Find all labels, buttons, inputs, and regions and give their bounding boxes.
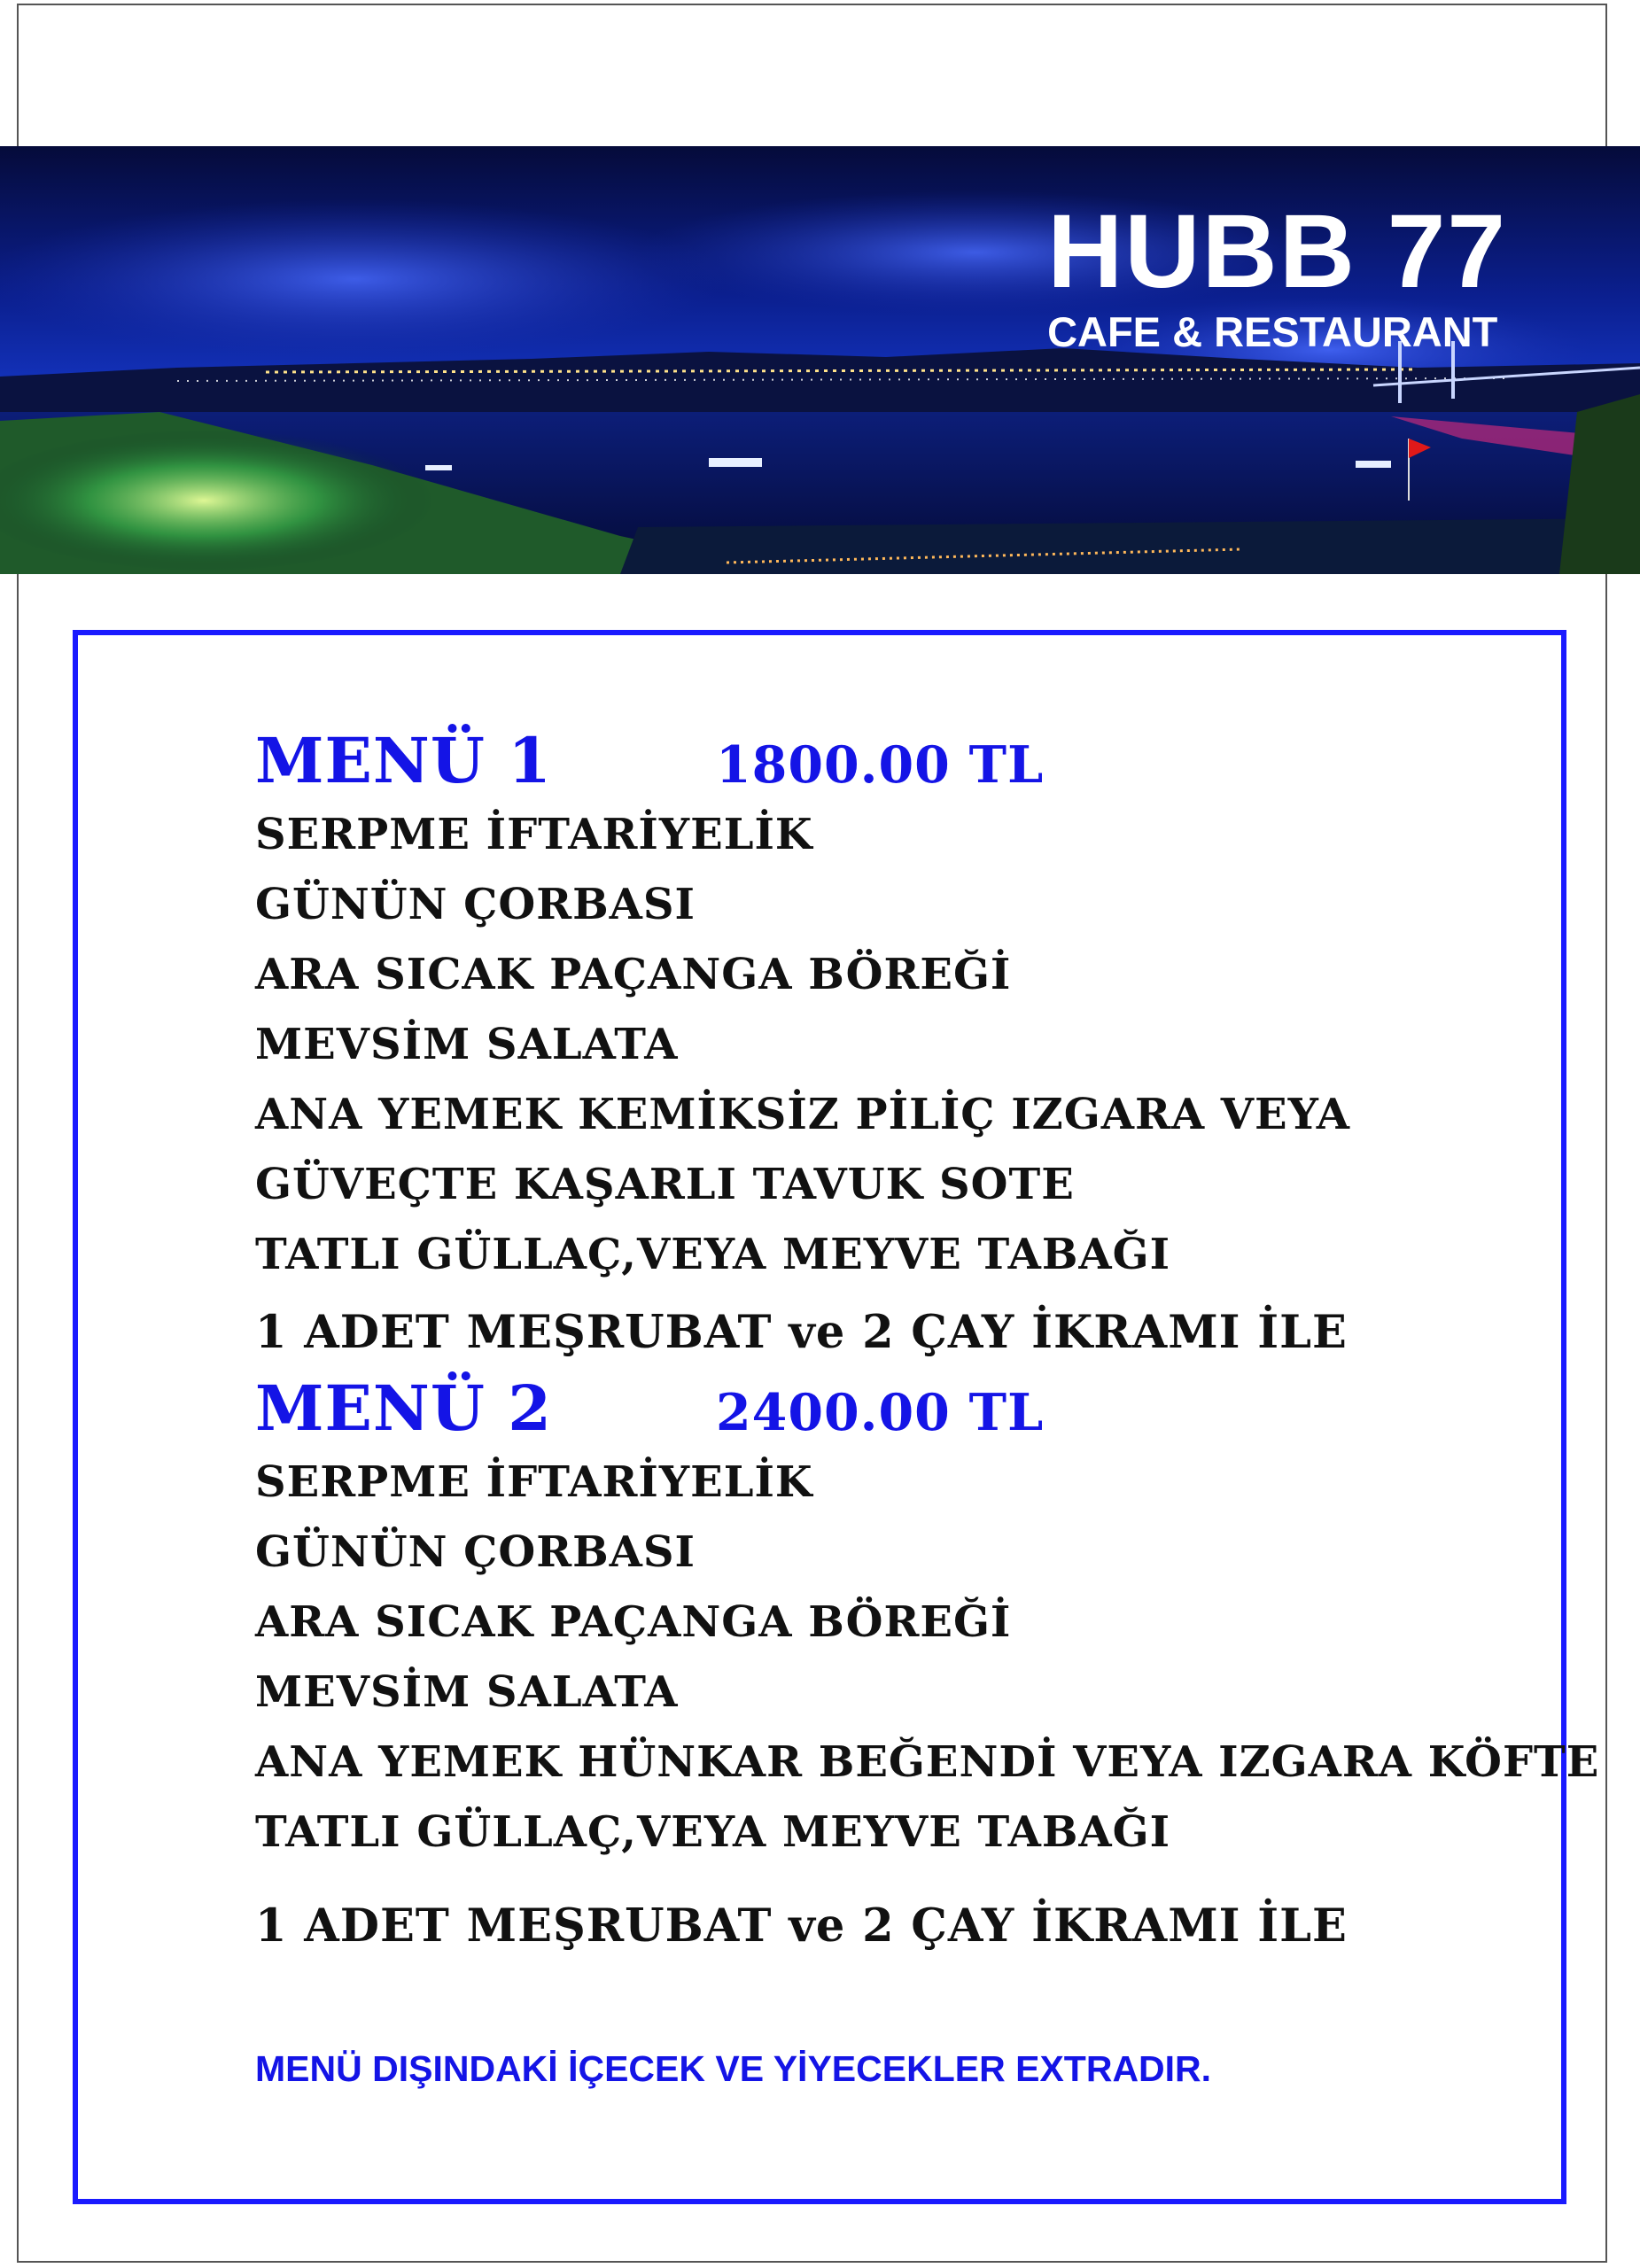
- menu-item: ARA SICAK PAÇANGA BÖREĞİ: [255, 950, 1012, 999]
- cloud: [0, 199, 727, 359]
- menu-item: MEVSİM SALATA: [255, 1020, 679, 1069]
- menu-item: SERPME İFTARİYELİK: [255, 810, 813, 859]
- menu-item: GÜNÜN ÇORBASI: [255, 1527, 696, 1577]
- menu-item: ARA SICAK PAÇANGA BÖREĞİ: [255, 1597, 1012, 1647]
- menu-item: TATLI GÜLLAÇ,VEYA MEYVE TABAĞI: [255, 1230, 1171, 1279]
- menu-item: ANA YEMEK KEMİKSİZ PİLİÇ IZGARA VEYA: [255, 1090, 1351, 1139]
- menu-item: MEVSİM SALATA: [255, 1667, 679, 1717]
- menu-item: GÜNÜN ÇORBASI: [255, 880, 696, 929]
- menu-item: SERPME İFTARİYELİK: [255, 1457, 813, 1507]
- menu-price: 2400.00 TL: [716, 1383, 1045, 1442]
- menu-item: TATLI GÜLLAÇ,VEYA MEYVE TABAĞI: [255, 1807, 1171, 1857]
- menu-section: [255, 724, 1535, 1366]
- header-banner: [0, 146, 1640, 574]
- menu-price: 1800.00 TL: [716, 735, 1045, 795]
- brand-subtitle: CAFE & RESTAURANT: [1047, 308, 1498, 355]
- menu-note: 1 ADET MEŞRUBAT ve 2 ÇAY İKRAMI İLE: [255, 1899, 1348, 1953]
- brand-logo: [1047, 193, 1507, 355]
- menu-title: MENÜ 2: [255, 1371, 552, 1445]
- menu-header: [255, 724, 1535, 800]
- boat: [1356, 461, 1391, 468]
- boat: [709, 458, 762, 467]
- near-shore: [620, 518, 1640, 574]
- menu-title: MENÜ 1: [255, 724, 552, 797]
- menu-item: ANA YEMEK HÜNKAR BEĞENDİ VEYA IZGARA KÖFTE: [255, 1737, 1600, 1787]
- footer-note: MENÜ DIŞINDAKİ İÇECEK VE YİYECEKLER EXTRADIR.: [255, 2048, 1212, 2089]
- menu-content: [255, 724, 1600, 1960]
- menu-header: [255, 1371, 1535, 1448]
- boat: [425, 465, 452, 470]
- menu-box: [73, 630, 1600, 2204]
- menu-item: GÜVEÇTE KAŞARLI TAVUK SOTE: [255, 1160, 1075, 1209]
- menu-note: 1 ADET MEŞRUBAT ve 2 ÇAY İKRAMI İLE: [255, 1306, 1348, 1359]
- menu-section: [255, 1371, 1600, 1960]
- brand-title: HUBB 77: [1047, 193, 1507, 310]
